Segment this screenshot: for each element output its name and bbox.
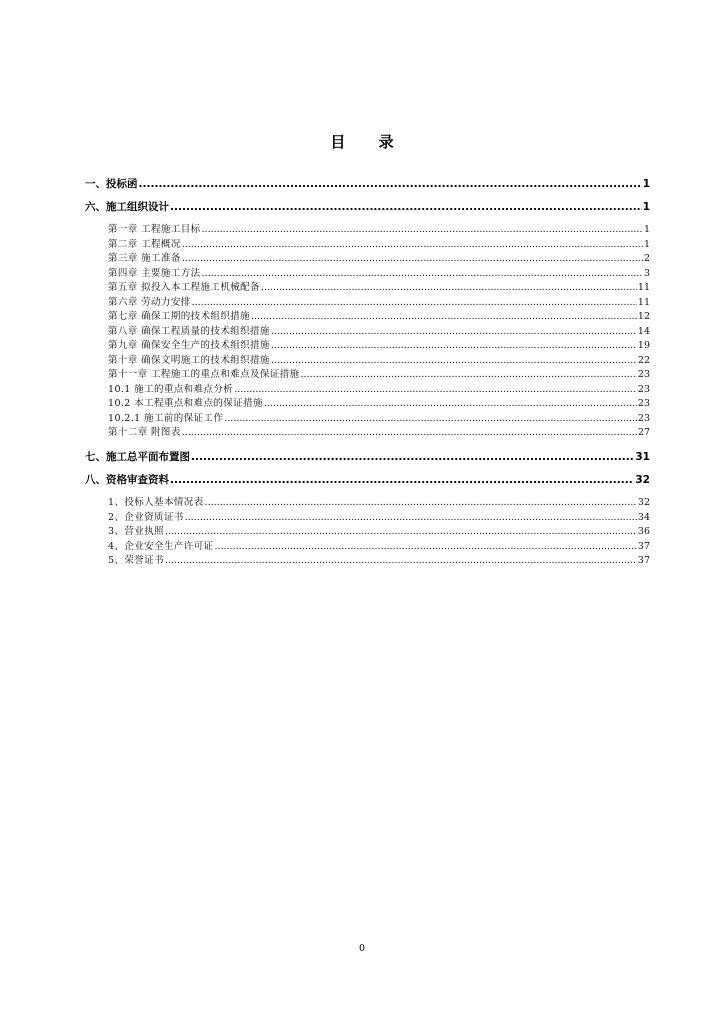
- toc-entry-label: 第十二章 附图表: [108, 427, 181, 438]
- toc-entry-label: 第六章 劳动力安排: [108, 296, 191, 308]
- toc-entry[interactable]: [108, 424, 650, 438]
- dot-leader: [234, 384, 637, 395]
- toc-entry-label: 第五章 拟投入本工程施工机械配备: [108, 282, 260, 293]
- dot-leader: [202, 268, 643, 279]
- toc-entry-label: 10.2 本工程重点和难点的保证措施: [108, 398, 263, 409]
- toc-entry-page: 11: [637, 296, 650, 308]
- toc-entry-page: 23: [637, 398, 650, 409]
- dot-leader: [301, 369, 637, 380]
- dot-leader: [264, 398, 637, 409]
- toc-entry[interactable]: [108, 381, 650, 395]
- toc-entry[interactable]: [108, 366, 650, 380]
- toc-entry-label: 八、资格审查资料: [85, 474, 169, 486]
- dot-leader: [224, 413, 637, 424]
- toc-entry-label: 第七章 确保工期的技术组织措施: [108, 311, 251, 322]
- toc-entry-page: 32: [637, 497, 650, 508]
- dot-leader: [170, 474, 634, 486]
- toc-entry-page: 23: [637, 369, 650, 380]
- toc-entry[interactable]: [108, 552, 650, 566]
- dot-leader: [170, 201, 642, 213]
- toc-entry-page: 37: [637, 555, 650, 566]
- toc-entry-label: 4、企业安全生产许可证: [108, 540, 214, 552]
- toc-entry-label: 3、营业执照: [108, 526, 164, 537]
- toc-entry-page: 23: [637, 412, 650, 424]
- toc-entry-page: 19: [637, 340, 650, 351]
- toc-entry-page: 34: [637, 511, 650, 523]
- toc-entry-page: 37: [637, 540, 650, 552]
- toc-entry[interactable]: [108, 509, 650, 523]
- toc-entry-page: 31: [635, 451, 650, 463]
- toc-entry-label: 10.2.1 施工前的保证工作: [108, 412, 224, 424]
- toc-entry-page: 11: [637, 282, 650, 293]
- toc-entry[interactable]: [108, 352, 650, 366]
- toc-entry-label: 一、投标函: [85, 178, 138, 190]
- toc-entry-page: 2: [643, 253, 650, 264]
- toc-entry[interactable]: [85, 472, 650, 487]
- dot-leader: [214, 541, 636, 552]
- dot-leader: [191, 451, 634, 463]
- toc-title: 目 录: [330, 133, 408, 151]
- toc-entry[interactable]: [108, 250, 650, 264]
- toc-entry-label: 第一章 工程施工目标: [108, 224, 201, 235]
- toc-entry-page: 23: [637, 383, 650, 395]
- toc-entry-page: 1: [642, 201, 650, 213]
- toc-entry[interactable]: [108, 337, 650, 351]
- toc-entry[interactable]: [85, 199, 650, 214]
- toc-entry[interactable]: [108, 221, 650, 235]
- toc-entry-label: 第四章 主要施工方法: [108, 267, 201, 279]
- dot-leader: [182, 427, 637, 438]
- dot-leader: [139, 178, 642, 190]
- toc-entry-label: 2、企业资质证书: [108, 511, 184, 523]
- dot-leader: [261, 282, 637, 293]
- toc-entry-label: 第二章 工程概况: [108, 238, 181, 250]
- toc-entry[interactable]: [108, 523, 650, 537]
- toc-entry-page: 27: [637, 427, 650, 438]
- toc-entry-page: 36: [637, 526, 650, 537]
- toc-entry-page: 14: [637, 325, 650, 337]
- toc-entry[interactable]: [108, 236, 650, 250]
- toc-entry[interactable]: [108, 410, 650, 424]
- toc-entry-label: 六、施工组织设计: [85, 201, 169, 213]
- dot-leader: [271, 326, 637, 337]
- toc-entry[interactable]: [108, 395, 650, 409]
- page-number: 0: [358, 943, 366, 954]
- toc-entry[interactable]: [108, 494, 650, 508]
- toc-entry[interactable]: [108, 308, 650, 322]
- toc-entry[interactable]: [85, 176, 650, 191]
- toc-entry[interactable]: [108, 538, 650, 552]
- toc-entry-page: 1: [643, 224, 650, 235]
- toc-entry[interactable]: [108, 265, 650, 279]
- toc-entry-page: 1: [642, 178, 650, 190]
- toc-entry-page: 32: [635, 474, 650, 486]
- dot-leader: [271, 340, 637, 351]
- dot-leader: [182, 253, 643, 264]
- dot-leader: [271, 355, 637, 366]
- dot-leader: [165, 555, 637, 566]
- toc-entry-label: 第九章 确保安全生产的技术组织措施: [108, 340, 270, 351]
- dot-leader: [202, 224, 643, 235]
- dot-leader: [165, 526, 637, 537]
- toc-entry-label: 5、荣誉证书: [108, 555, 164, 566]
- toc-entry-page: 12: [637, 311, 650, 322]
- toc-entry-page: 3: [643, 267, 650, 279]
- toc-entry[interactable]: [108, 294, 650, 308]
- toc-entry-page: 22: [637, 354, 650, 366]
- toc-entry[interactable]: [108, 323, 650, 337]
- dot-leader: [251, 311, 637, 322]
- toc-entry[interactable]: [108, 279, 650, 293]
- toc-entry-label: 1、投标人基本情况表: [108, 497, 204, 508]
- toc-entry-label: 10.1 施工的重点和难点分析: [108, 383, 234, 395]
- toc-entry-label: 第十一章 工程施工的重点和难点及保证措施: [108, 369, 300, 380]
- dot-leader: [185, 512, 637, 523]
- toc-entry[interactable]: [85, 449, 650, 464]
- toc-entry-label: 七、施工总平面布置图: [85, 451, 190, 463]
- toc-entry-label: 第三章 施工准备: [108, 253, 181, 264]
- toc-entry-label: 第八章 确保工程质量的技术组织措施: [108, 325, 270, 337]
- toc-entry-page: 1: [643, 238, 650, 250]
- toc-entry-label: 第十章 确保文明施工的技术组织措施: [108, 354, 270, 366]
- dot-leader: [182, 239, 643, 250]
- dot-leader: [205, 497, 637, 508]
- dot-leader: [192, 297, 637, 308]
